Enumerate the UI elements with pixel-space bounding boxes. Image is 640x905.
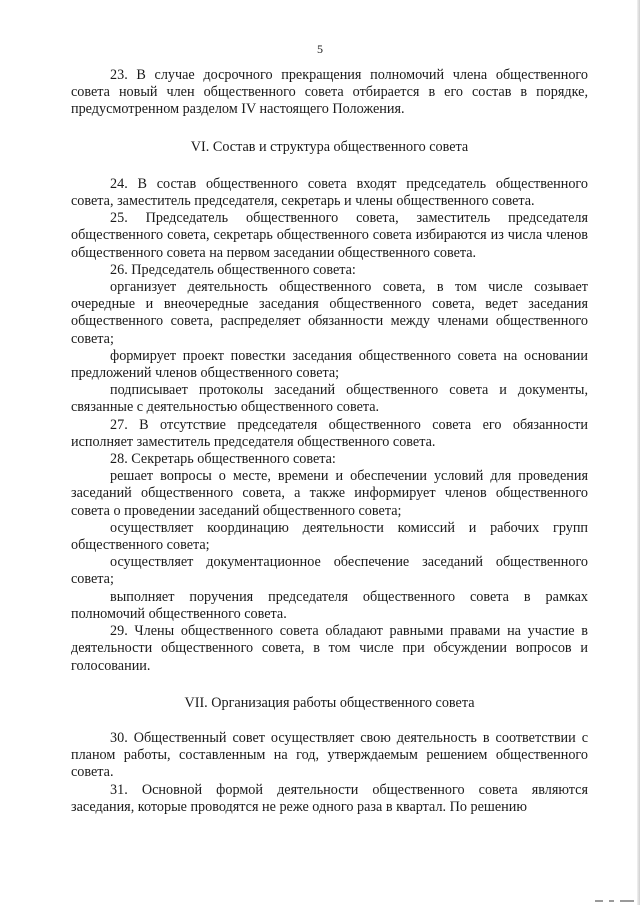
paragraph-24: 24. В состав общественного совета входят председатель общественного совета, заместитель председателя, секретарь и члены общественного совета. bbox=[71, 175, 588, 210]
paragraph-28: 28. Секретарь общественного совета: bbox=[110, 451, 336, 468]
paragraph-28-item-4: выполняет поручения председателя общественного совета в рамках полномочий общественного совета. bbox=[71, 588, 588, 622]
paragraph-26-item-3: подписывает протоколы заседаний общественного совета и документы, связанные с деятельностью общественного совета. bbox=[71, 382, 588, 416]
section-heading-vi: VI. Состав и структура общественного совета bbox=[190, 138, 469, 155]
paragraph-28-item-1: решает вопросы о месте, времени и обеспечении условий для проведения заседаний общественного совета, а также информирует членов общественного совета о проведении заседаний общественного совета; bbox=[71, 468, 588, 519]
paragraph-31: 31. Основной формой деятельности общественного совета являются заседания, которые проводятся не реже одного раза в квартал. По решению bbox=[71, 781, 588, 815]
paragraph-28-item-2: осуществляет координацию деятельности комиссий и рабочих групп общественного совета; bbox=[71, 519, 588, 554]
paragraph-26: 26. Председатель общественного совета: bbox=[110, 261, 356, 278]
paragraph-27: 27. В отсутствие председателя общественного совета его обязанности исполняет заместитель председателя общественного совета. bbox=[71, 416, 588, 450]
section-heading-vii: VII. Организация работы общественного совета bbox=[184, 694, 475, 711]
document-body bbox=[71, 67, 588, 816]
paragraph-30: 30. Общественный совет осуществляет свою деятельность в соответствии с планом работы, составленным на год, утверждаемым решением общественного совета. bbox=[71, 729, 588, 781]
paragraph-29: 29. Члены общественного совета обладают равными правами на участие в деятельности общественного совета, в том числе при обсуждении вопросов и голосовании. bbox=[71, 623, 588, 674]
paragraph-25: 25. Председатель общественного совета, заместитель председателя общественного совета, секретарь общественного совета избираются из числа членов общественного совета на первом заседании общественного совета. bbox=[71, 210, 588, 261]
paragraph-26-item-2: формирует проект повестки заседания общественного совета на основании предложений членов общественного совета; bbox=[71, 347, 588, 382]
paragraph-23: 23. В случае досрочного прекращения полномочий члена общественного совета новый член общественного совета отбирается в его состав в порядке, предусмотренном разделом IV настоящего Положения. bbox=[71, 67, 588, 118]
scan-artifact-marks bbox=[574, 900, 634, 903]
paragraph-26-item-1: организует деятельность общественного совета, в том числе созывает очередные и внеочередные заседания общественного совета, ведет заседания общественного совета, распределяет обязанности между членами общественного совета; bbox=[71, 279, 588, 347]
page-number: 5 bbox=[317, 42, 323, 56]
paragraph-28-item-3: осуществляет документационное обеспечение заседаний общественного совета; bbox=[71, 554, 588, 588]
